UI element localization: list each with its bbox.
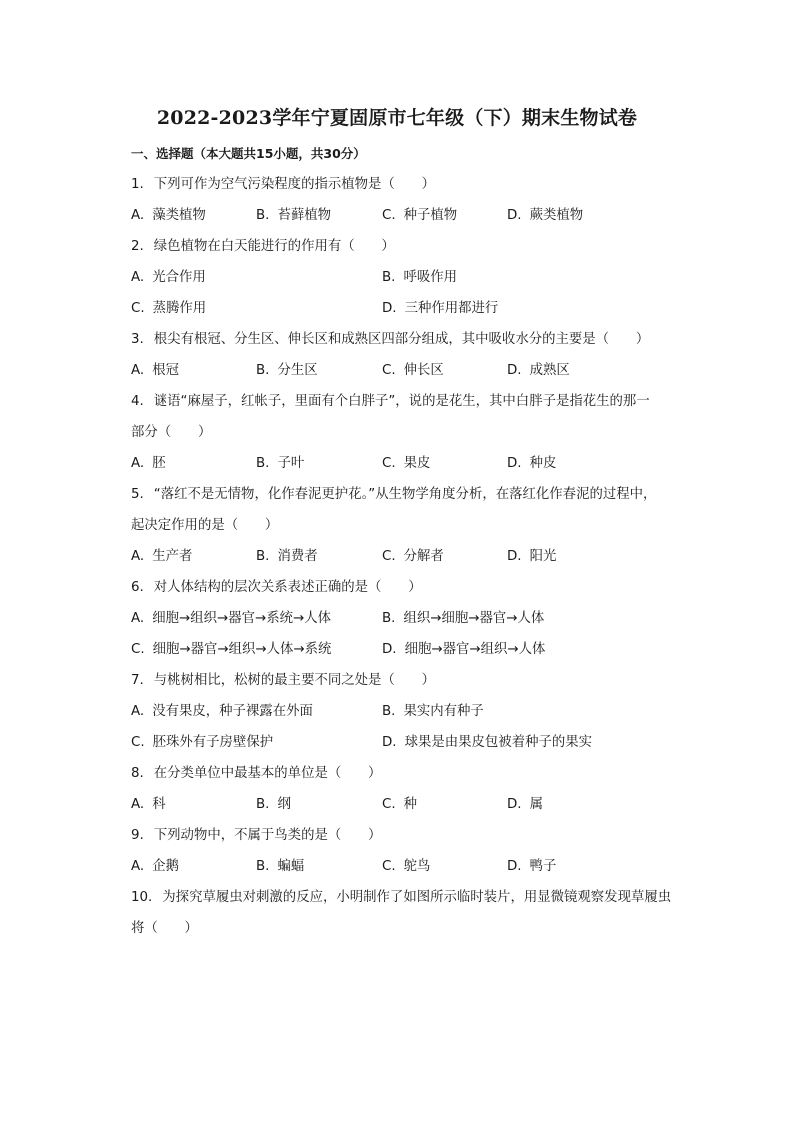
answer-option (131, 856, 179, 878)
option-text: 生产者 (152, 549, 193, 564)
option-text: 伸长区 (403, 363, 444, 378)
option-letter: B. (256, 549, 270, 564)
option-text: 组织→细胞→器官→人体 (403, 611, 545, 626)
option-letter: A. (131, 456, 145, 471)
option-letter: C. (131, 735, 145, 750)
option-letter: C. (382, 456, 396, 471)
question-text: 根尖有根冠、分生区、伸长区和成熟区四部分组成，其中吸收水分的主要是（ ） (153, 332, 650, 347)
question-stem (131, 887, 671, 909)
option-text: 光合作用 (152, 270, 206, 285)
option-text: 种皮 (529, 456, 557, 471)
option-text: 根冠 (152, 363, 179, 378)
option-letter: D. (382, 642, 397, 657)
option-text: 企鹅 (152, 859, 179, 874)
option-text: 属 (529, 797, 543, 812)
answer-option (131, 453, 166, 475)
option-text: 分生区 (277, 363, 318, 378)
option-letter: D. (507, 456, 522, 471)
option-letter: B. (382, 704, 396, 719)
question-text: 将（ ） (131, 921, 198, 936)
option-text: 没有果皮，种子裸露在外面 (152, 704, 313, 719)
option-text: 蒸腾作用 (152, 301, 207, 316)
answer-option (507, 205, 583, 227)
option-letter: C. (382, 363, 396, 378)
answer-option (382, 360, 444, 382)
question-stem (131, 236, 395, 258)
question-stem-continued (131, 515, 278, 537)
option-text: 科 (152, 797, 166, 812)
option-letter: C. (382, 797, 396, 812)
answer-option (131, 546, 192, 568)
option-text: 成熟区 (529, 363, 570, 378)
answer-option (507, 546, 556, 568)
question-number: 5. (131, 487, 144, 502)
answer-option (131, 639, 331, 661)
question-text: “落红不是无情物，化作春泥更护花。”从生物学角度分析，在落红化作春泥的过程中， (153, 487, 657, 502)
option-letter: A. (131, 208, 145, 223)
option-text: 分解者 (403, 549, 444, 564)
question-text: 绿色植物在白天能进行的作用有（ ） (153, 239, 395, 254)
question-stem (131, 670, 435, 692)
question-stem (131, 484, 656, 506)
question-number: 7. (131, 673, 144, 688)
question-number: 4. (131, 394, 144, 409)
question-text: 起决定作用的是（ ） (131, 518, 279, 533)
option-text: 三种作用都进行 (404, 301, 499, 316)
option-text: 蕨类植物 (529, 208, 584, 223)
answer-option (382, 205, 457, 227)
option-letter: A. (131, 797, 145, 812)
question-text: 下列可作为空气污染程度的指示植物是（ ） (153, 177, 435, 192)
option-letter: A. (131, 363, 145, 378)
option-text: 鸵鸟 (403, 859, 431, 874)
option-letter: C. (382, 859, 396, 874)
answer-option (507, 453, 556, 475)
question-number: 1. (131, 177, 144, 192)
option-letter: D. (507, 363, 522, 378)
answer-option (256, 794, 291, 816)
option-letter: C. (382, 549, 396, 564)
option-text: 阳光 (529, 549, 557, 564)
question-stem (131, 329, 649, 351)
question-stem-continued (131, 918, 198, 940)
answer-option (382, 267, 457, 289)
option-text: 消费者 (277, 549, 318, 564)
page-title: 2022-2023学年宁夏固原市七年级（下）期末生物试卷 (156, 107, 638, 129)
question-number: 10. (131, 890, 153, 905)
option-text: 子叶 (277, 456, 305, 471)
option-letter: B. (256, 363, 270, 378)
answer-option (382, 546, 444, 568)
question-text: 为探究草履虫对刺激的反应，小明制作了如图所示临时装片，用显微镜观察发现草履虫 (162, 890, 672, 905)
answer-option (382, 856, 430, 878)
answer-option (131, 360, 179, 382)
answer-option (131, 732, 273, 754)
answer-option (256, 856, 304, 878)
answer-option (507, 856, 556, 878)
option-text: 胚 (152, 456, 166, 471)
answer-option (382, 732, 592, 754)
question-stem (131, 763, 381, 785)
question-text: 对人体结构的层次关系表述正确的是（ ） (153, 580, 422, 595)
option-letter: B. (256, 797, 270, 812)
question-number: 8. (131, 766, 144, 781)
option-letter: B. (382, 270, 396, 285)
answer-option (131, 701, 313, 723)
question-number: 3. (131, 332, 144, 347)
option-letter: B. (256, 859, 270, 874)
question-text: 部分（ ） (131, 425, 212, 440)
option-text: 细胞→组织→器官→系统→人体 (152, 611, 331, 626)
option-letter: D. (507, 549, 522, 564)
option-letter: A. (131, 549, 145, 564)
answer-option (256, 546, 318, 568)
option-text: 胚珠外有子房壁保护 (152, 735, 274, 750)
question-number: 2. (131, 239, 144, 254)
option-text: 呼吸作用 (403, 270, 458, 285)
option-letter: A. (131, 270, 145, 285)
option-text: 种 (403, 797, 417, 812)
answer-option (382, 701, 484, 723)
option-text: 细胞→器官→组织→人体→系统 (152, 642, 332, 657)
option-letter: B. (382, 611, 396, 626)
question-text: 谜语“麻屋子，红帐子，里面有个白胖子”，说的是花生，其中白胖子是指花生的那一 (153, 394, 650, 409)
answer-option (507, 794, 543, 816)
question-text: 在分类单位中最基本的单位是（ ） (153, 766, 382, 781)
answer-option (507, 360, 570, 382)
answer-option (131, 608, 331, 630)
option-text: 藻类植物 (152, 208, 206, 223)
option-letter: B. (256, 208, 270, 223)
option-letter: B. (256, 456, 270, 471)
option-text: 种子植物 (403, 208, 458, 223)
question-stem (131, 391, 650, 413)
answer-option (131, 794, 166, 816)
answer-option (131, 267, 206, 289)
option-letter: C. (131, 301, 145, 316)
option-letter: D. (507, 797, 522, 812)
answer-option (256, 205, 331, 227)
answer-option (256, 453, 304, 475)
option-letter: C. (382, 208, 396, 223)
question-number: 6. (131, 580, 144, 595)
option-text: 果实内有种子 (403, 704, 484, 719)
option-text: 苔藓植物 (277, 208, 332, 223)
option-letter: D. (507, 208, 522, 223)
answer-option (382, 608, 544, 630)
section-heading: 一、选择题（本大题共15小题，共30分） (131, 146, 366, 161)
option-text: 纲 (277, 797, 291, 812)
option-letter: D. (507, 859, 522, 874)
question-stem (131, 174, 435, 196)
option-letter: C. (131, 642, 145, 657)
option-text: 鸭子 (529, 859, 557, 874)
question-number: 9. (131, 828, 144, 843)
option-letter: D. (382, 301, 397, 316)
question-text: 与桃树相比，松树的最主要不同之处是（ ） (153, 673, 435, 688)
option-letter: A. (131, 704, 145, 719)
option-letter: A. (131, 611, 145, 626)
answer-option (382, 453, 430, 475)
option-text: 细胞→器官→组织→人体 (404, 642, 546, 657)
option-letter: D. (382, 735, 397, 750)
answer-option (382, 794, 417, 816)
question-stem (131, 577, 422, 599)
option-text: 球果是由果皮包被着种子的果实 (404, 735, 593, 750)
answer-option (131, 205, 206, 227)
question-text: 下列动物中，不属于鸟类的是（ ） (153, 828, 382, 843)
answer-option (382, 639, 545, 661)
question-stem (131, 825, 381, 847)
option-text: 果皮 (403, 456, 431, 471)
answer-option (382, 298, 498, 320)
answer-option (256, 360, 318, 382)
answer-option (131, 298, 206, 320)
question-stem-continued (131, 422, 211, 444)
option-letter: A. (131, 859, 145, 874)
option-text: 蝙蝠 (277, 859, 305, 874)
